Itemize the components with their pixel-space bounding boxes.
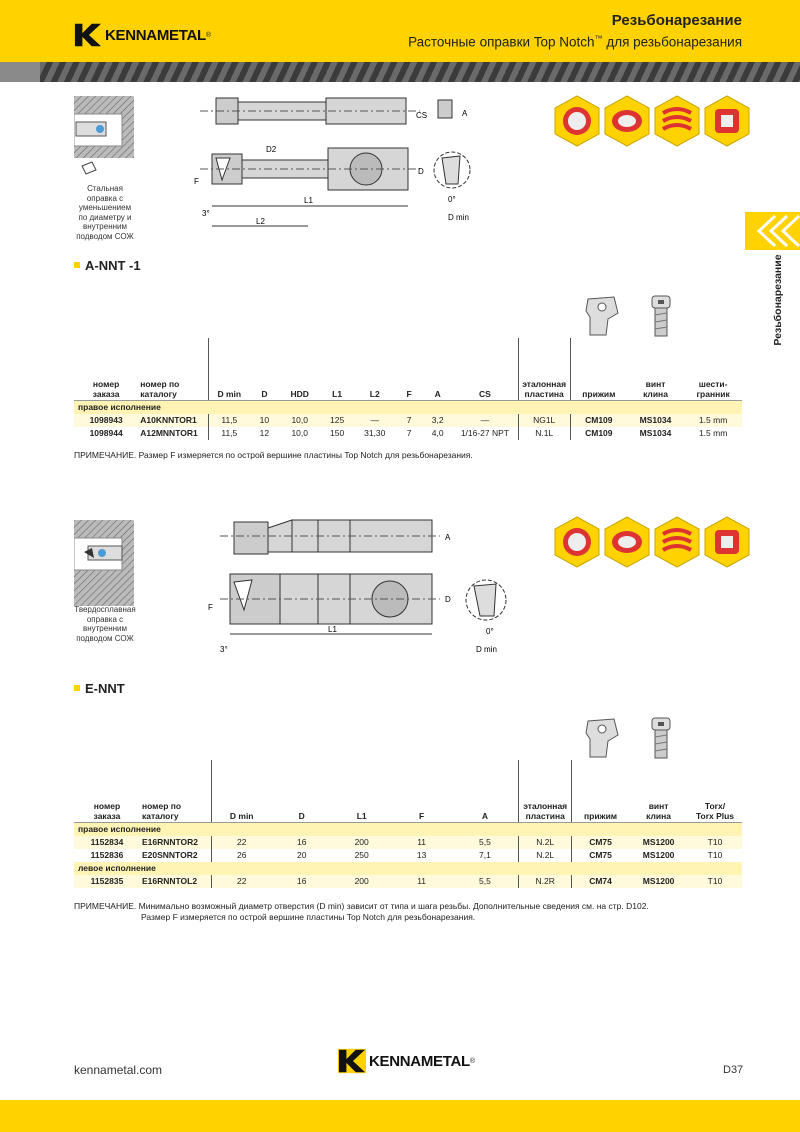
section1-note: ПРИМЕЧАНИЕ. Размер F измеряется по острой вершине пластины Top Notch для резьбонарезания. [74, 450, 473, 460]
dim-cs: CS [416, 111, 428, 120]
clamp-icon-2 [584, 717, 624, 759]
table-row: 1098943 A10KNNTOR1 11,5 10 10,0 125 — 7 3,2 — NG1L CM109 MS1034 1.5 mm [74, 414, 742, 427]
page-number: D37 [723, 1064, 744, 1076]
group-row: левое исполнение [74, 862, 742, 875]
col-d: D [272, 760, 332, 822]
thread-internal-icon [554, 516, 600, 568]
col-cs: CS [452, 338, 518, 400]
footer-url[interactable]: kennametal.com [74, 1063, 163, 1077]
dim-dmin: D min [448, 213, 469, 222]
bore-detail-image-1 [74, 96, 134, 184]
col-a: A [423, 338, 452, 400]
dim-l2: L2 [256, 217, 265, 226]
section1-caption: Стальная оправка с уменьшением по диаметру и внутренним подводом СОЖ [76, 184, 134, 241]
table-row: 1152835 E16RNNTOL2 22 16 200 11 5,5 N.2R CM74 MS1200 T10 [74, 875, 742, 888]
group-row: правое исполнение [74, 822, 742, 836]
dim-f2: F [208, 603, 213, 612]
application-icons-1 [554, 95, 750, 147]
thread-bore-icon [704, 516, 750, 568]
screw-icon-2 [650, 717, 672, 761]
dim-angle0: 0° [448, 195, 456, 204]
dim-dmin-2: D min [476, 645, 497, 654]
thread-pitch-icon [654, 516, 700, 568]
thread-cut-icon [604, 516, 650, 568]
col-screw: винт клина [627, 338, 684, 400]
section1-title: A-NNT -1 [74, 258, 141, 273]
bore-detail-image-2 [74, 520, 134, 606]
col-f: F [395, 338, 423, 400]
col-torx: Torx/ Torx Plus [688, 760, 742, 822]
thread-bore-icon [704, 95, 750, 147]
tool-drawing-2 [200, 512, 520, 662]
col-order-number: номер заказа [74, 338, 138, 400]
col-l2: L2 [354, 338, 395, 400]
dim-d1: D [418, 167, 424, 176]
col-a: A [451, 760, 518, 822]
table-row: 1098944 A12MNNTOR1 11,5 12 10,0 150 31,30 7 4,0 1/16-27 NPT N.1L CM109 MS1034 1.5 mm [74, 427, 742, 440]
dim-l1-2: L1 [328, 625, 337, 634]
application-icons-2 [554, 516, 750, 568]
table-row: 1152836 E20SNNTOR2 26 20 250 13 7,1 N.2L CM75 MS1200 T10 [74, 849, 742, 862]
col-catalog-number: номер по каталогу [140, 760, 211, 822]
dim-a1: A [462, 109, 468, 118]
kennametal-k-icon [74, 22, 102, 48]
col-clamp: прижим [570, 338, 627, 400]
col-hex: шести- гранник [684, 338, 742, 400]
dim-a2: A [445, 533, 451, 542]
section2-title: E-NNT [74, 681, 125, 696]
thread-cut-icon [604, 95, 650, 147]
dim-l1: L1 [304, 196, 313, 205]
group-row: правое исполнение [74, 400, 742, 414]
footer-band [0, 1100, 800, 1132]
col-l1: L1 [320, 338, 355, 400]
col-order-number: номер заказа [74, 760, 140, 822]
spec-table-1 [74, 338, 742, 440]
kennametal-k-icon [338, 1048, 366, 1074]
thread-internal-icon [554, 95, 600, 147]
col-clamp: прижим [571, 760, 629, 822]
side-tab-label: Резьбонарезание [772, 254, 784, 346]
section2-caption: Твердосплавная оправка с внутренним подводом СОЖ [74, 605, 136, 643]
col-dmin: D min [211, 760, 272, 822]
screw-icon-1 [650, 295, 672, 339]
col-d: D [249, 338, 279, 400]
col-dmin: D min [209, 338, 249, 400]
col-hdd: HDD [280, 338, 320, 400]
header-stripe [0, 62, 800, 82]
table-row: 1152834 E16RNNTOR2 22 16 200 11 5,5 N.2L CM75 MS1200 T10 [74, 836, 742, 849]
page-title: Резьбонарезание [611, 12, 742, 29]
dim-d2-view: D [445, 595, 451, 604]
dim-angle3-2: 3° [220, 645, 228, 654]
tool-drawing-1 [190, 88, 490, 238]
side-tab[interactable] [745, 212, 800, 250]
logo-text: KENNAMETAL [369, 1052, 470, 1070]
chevron-left-icon [745, 212, 800, 250]
page-subtitle: Расточные оправки Top Notch™ для резьбонарезания [408, 34, 742, 50]
dim-d2: D2 [266, 145, 277, 154]
dim-angle3: 3° [202, 209, 210, 218]
col-f: F [392, 760, 452, 822]
footer-logo: KENNAMETAL ® [338, 1048, 475, 1074]
col-l1: L1 [332, 760, 392, 822]
col-catalog-number: номер по каталогу [138, 338, 209, 400]
logo-text: KENNAMETAL [105, 26, 206, 44]
kennametal-logo: KENNAMETAL ® [74, 22, 211, 48]
col-insert: эталонная пластина [519, 760, 572, 822]
clamp-icon-1 [584, 295, 624, 337]
thread-pitch-icon [654, 95, 700, 147]
spec-table-2 [74, 760, 742, 888]
section2-note: ПРИМЕЧАНИЕ. Минимально возможный диаметр отверстия (D min) зависит от типа и шага резьбы. Дополнительные сведения см. на стр. D102. Размер F измеряется по острой вершине пластины Top Notch для резьбонарезания. [74, 901, 649, 922]
dim-angle0-2: 0° [486, 627, 494, 636]
col-screw: винт клина [629, 760, 688, 822]
col-insert: эталонная пластина [518, 338, 570, 400]
dim-f: F [194, 177, 199, 186]
